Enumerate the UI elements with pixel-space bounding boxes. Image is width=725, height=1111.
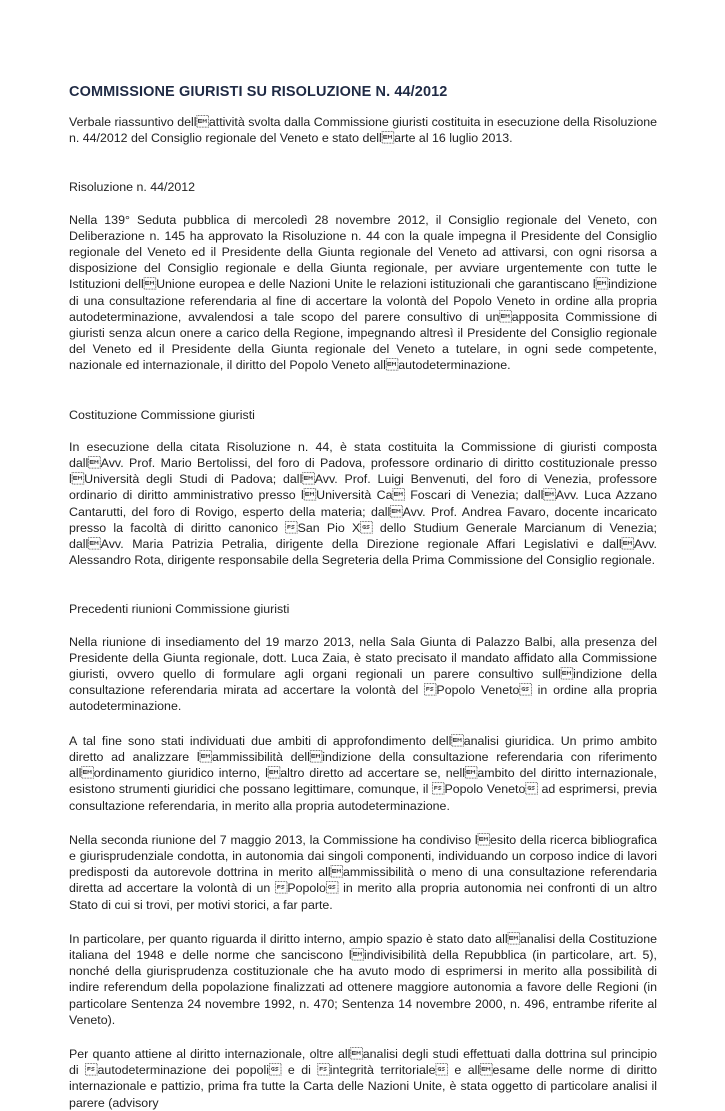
spacer — [69, 913, 657, 931]
paragraph: Nella riunione di insediamento del 19 marzo 2013, nella Sala Giunta di Palazzo Balbi, alla presenza del Presidente della Giunta regionale, dott. Luca Zaia, è stato precisato il mandato affidato alla Commissione giuristi, ovvero quello di formulare agli organi regionali un parere consultivo sullindizione della consultazione referendaria mirata ad accertare la volontà del Popolo Veneto in ordine alla propria autodeterminazione. — [69, 634, 657, 714]
spacer — [69, 618, 657, 634]
intro-paragraph: Verbale riassuntivo dellattività svolta dalla Commissione giuristi costituita in esecuzione della Risoluzione n. 44/2012 del Consiglio regionale del Veneto e stato dellarte al 16 luglio 2013. — [69, 115, 657, 146]
paragraph: In esecuzione della citata Risoluzione n. 44, è stata costituita la Commissione di giuristi composta dallAvv. Prof. Mario Bertolissi, del foro di Padova, professore ordinario di diritto costituzionale presso lUniversità degli Studi di Padova; dallAvv. Prof. Luigi Benvenuti, del foro di Venezia, professore ordinario di diritto amministrativo presso lUniversità Ca Foscari di Venezia; dallAvv. Luca Azzano Cantarutti, del foro di Rovigo, esperto della materia; dallAvv. Prof. Andrea Favaro, docente incaricato presso la facoltà di diritto canonico San Pio X dello Studium Generale Marcianum di Venezia; dallAvv. Maria Patrizia Petralia, dirigente della Direzione regionale Affari Legislativi e dallAvv. Alessandro Rota, dirigente responsabile della Segreteria della Prima Commissione del Consiglio regionale. — [69, 439, 657, 568]
section-heading-costituzione: Costituzione Commissione giuristi — [69, 407, 255, 422]
paragraph: A tal fine sono stati individuati due ambiti di approfondimento dellanalisi giuridica. Un primo ambito diretto ad analizzare lammissibilità dellindizione della consultazione referendaria con riferimento allordinamento giuridico interno, laltro diretto ad accertare se, nellambito del diritto internazionale, esistono strumenti giuridici che possano legittimare, comunque, il Popolo Veneto ad esprimersi, previa consultazione referendaria, in merito alla propria autodeterminazione. — [69, 733, 657, 813]
paragraph: In particolare, per quanto riguarda il diritto interno, ampio spazio è stato dato allanalisi della Costituzione italiana del 1948 e delle norme che sanciscono lindivisibilità della Repubblica (in particolare, art. 5), nonché della giurisprudenza costituzionale che ha avuto modo di esprimersi in merito alla possibilità di indire referendum della popolazione finalizzati ad ottenere maggiore autonomia a favore delle Regioni (in particolare Sentenza 24 novembre 1992, n. 470; Sentenza 14 novembre 2000, n. 496, entrambe riferite al Veneto). — [69, 931, 657, 1027]
section-heading-risoluzione: Risoluzione n. 44/2012 — [69, 180, 196, 195]
spacer — [69, 568, 657, 601]
spacer — [69, 374, 657, 407]
spacer — [69, 146, 657, 179]
spacer — [69, 814, 657, 832]
paragraph: Per quanto attiene al diritto internazionale, oltre allanalisi degli studi effettuati dalla dottrina sul principio di autodeterminazione dei popoli e di integrità territoriale e allesame delle norme di diritto internazionale e pattizio, prima fra tutte la Carta delle Nazioni Unite, è stata oggetto di particolare analisi il parere (advisory — [69, 1046, 657, 1110]
spacer — [69, 1028, 657, 1046]
paragraph: Nella seconda riunione del 7 maggio 2013, la Commissione ha condiviso lesito della ricerca bibliografica e giurisprudenziale condotta, in autonomia dai singoli componenti, individuando un corposo indice di lavori predisposti da autorevole dottrina in merito allammissibilità o meno di una consultazione referendaria diretta ad accertare la volontà di un Popolo in merito alla propria autonomia nei confronti di un altro Stato di cui si trovi, per motivi storici, a far parte. — [69, 832, 657, 912]
paragraph: Nella 139° Seduta pubblica di mercoledì 28 novembre 2012, il Consiglio regionale del Veneto, con Deliberazione n. 145 ha approvato la Risoluzione n. 44 con la quale impegna il Presidente del Consiglio regionale del Veneto ed il Presidente della Giunta regionale del Veneto ad attivarsi, con ogni risorsa a disposizione del Consiglio regionale e della Giunta regionale, per avviare urgentemente con tutte le Istituzioni dellUnione europea e delle Nazioni Unite le relazioni istituzionali che garantiscano lindizione di una consultazione referendaria al fine di accertare la volontà del Popolo Veneto in ordine alla propria autodeterminazione, avvalendosi a tale scopo del parere consultivo di unapposita Commissione di giuristi senza alcun onere a carico della Regione, impegnando altresì il Presidente del Consiglio regionale del Veneto ed il Presidente della Giunta regionale del Veneto a tutelare, in ogni sede competente, nazionale ed internazionale, il diritto del Popolo Veneto allautodeterminazione. — [69, 212, 657, 373]
document-title: COMMISSIONE GIURISTI SU RISOLUZIONE N. 44/2012 — [69, 84, 448, 100]
spacer — [69, 196, 657, 212]
spacer — [69, 423, 657, 439]
spacer — [69, 715, 657, 733]
section-heading-precedenti-riunioni: Precedenti riunioni Commissione giuristi — [69, 602, 290, 617]
